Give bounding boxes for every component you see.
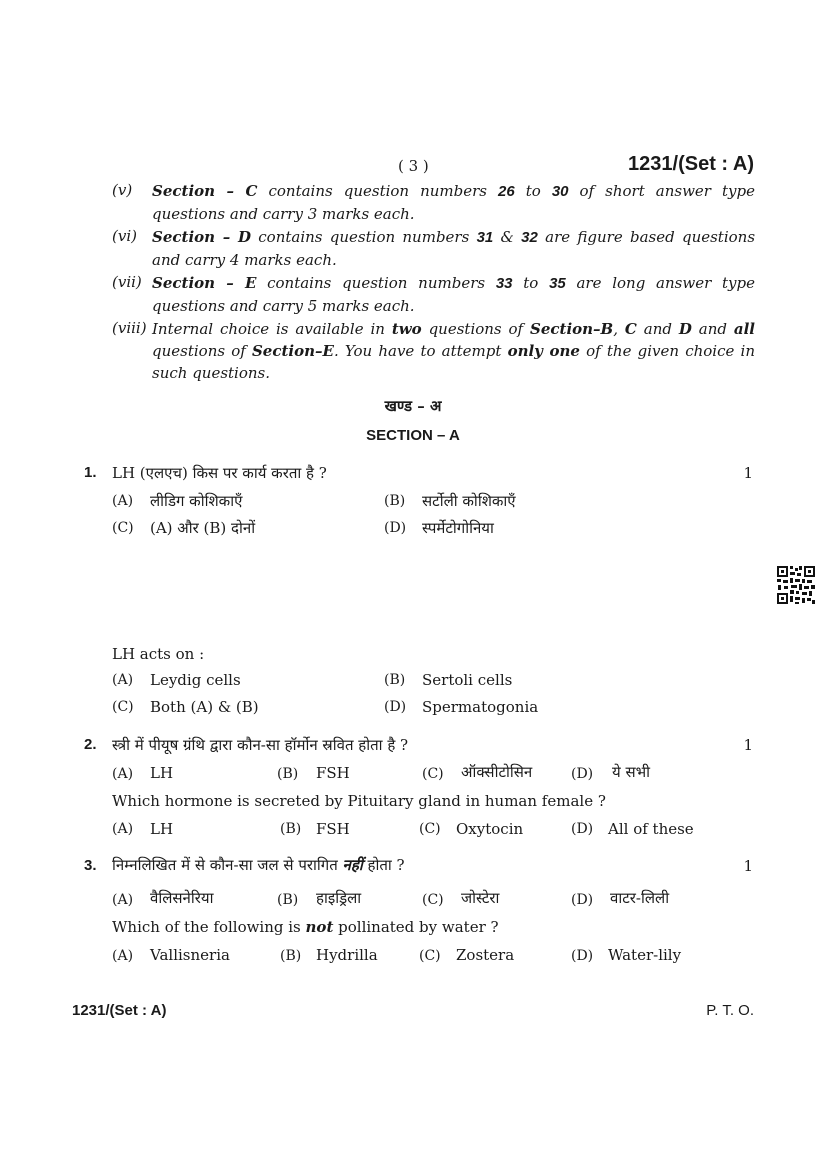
question-text-english <box>112 918 499 936</box>
option-label: (D) <box>384 699 407 715</box>
instruction-emphasis: 32 <box>521 229 538 246</box>
option-label: (A) <box>112 948 134 964</box>
instruction-run: are long answer type questions and carry 5 marks each. <box>152 274 755 315</box>
instruction-emphasis: 26 <box>498 183 515 200</box>
pto-label: P. T. O. <box>706 1002 754 1019</box>
option-label: (C) <box>419 948 441 964</box>
qr-code <box>776 565 816 605</box>
option-text: Leydig cells <box>150 671 241 689</box>
option-text: Spermatogonia <box>422 698 539 716</box>
instruction-emphasis: 33 <box>495 275 513 292</box>
question-text-english-emphasis: not <box>305 918 334 936</box>
question-number: 2. <box>84 736 97 753</box>
option-text: Both (A) & (B) <box>150 698 259 716</box>
option-label: (A) <box>112 821 134 837</box>
instruction-text <box>152 318 755 384</box>
instruction-run: Internal choice is available in <box>152 320 392 338</box>
instruction-emphasis: C <box>624 320 637 338</box>
option-label: (D) <box>571 766 594 782</box>
option-label: (B) <box>384 493 406 509</box>
option-text: Vallisneria <box>150 946 230 964</box>
question-text-hindi: स्त्री में पीयूष ग्रंथि द्वारा कौन-सा हॉर्मोन स्रवित होता है ? <box>112 736 409 754</box>
option-label: (C) <box>112 699 134 715</box>
option-label: (D) <box>571 948 594 964</box>
paper-code-header: 1231/(Set : A) <box>628 153 754 175</box>
option-text: ऑक्सीटोसिन <box>461 763 533 781</box>
question-text-hindi <box>112 855 405 875</box>
instruction-emphasis: 31 <box>476 229 494 246</box>
option-label: (C) <box>112 520 134 536</box>
option-text: वाटर-लिली <box>610 889 670 907</box>
option-text: All of these <box>608 820 694 838</box>
option-text: LH <box>150 820 174 838</box>
instruction-text <box>152 272 755 317</box>
option-text: ये सभी <box>612 763 651 781</box>
option-label: (A) <box>112 493 134 509</box>
instruction-run: & <box>493 228 522 246</box>
option-text: FSH <box>316 764 350 782</box>
question-marks: 1 <box>743 857 753 875</box>
option-text: LH <box>150 764 174 782</box>
instruction-numeral: (v) <box>112 181 133 199</box>
question-text-english: LH acts on : <box>112 645 205 663</box>
question-text-english-part: Which of the following is <box>112 918 306 936</box>
question-text-english: Which hormone is secreted by Pituitary gland in human female ? <box>112 792 606 810</box>
instruction-run: . You have to attempt <box>333 342 508 360</box>
instruction-run: contains question numbers <box>251 228 477 246</box>
option-label: (D) <box>571 892 594 908</box>
instruction-emphasis: Section–E <box>251 342 334 360</box>
instruction-run: and <box>691 320 734 338</box>
question-marks: 1 <box>743 464 753 482</box>
paper-code-footer: 1231/(Set : A) <box>72 1002 167 1019</box>
question-text-hindi-part: निम्नलिखित में से कौन-सा जल से परागित <box>112 856 343 874</box>
instruction-emphasis: Section–B <box>530 320 614 338</box>
question-marks: 1 <box>743 736 753 754</box>
instruction-run: are figure based questions and carry 4 marks each. <box>152 228 756 269</box>
option-text: FSH <box>316 820 350 838</box>
option-text: लीडिग कोशिकाएँ <box>150 492 243 510</box>
instruction-run: of the given choice in such questions. <box>152 342 755 382</box>
question-number: 1. <box>84 464 97 481</box>
question-text-hindi-emphasis: नहीं <box>342 856 363 874</box>
instruction-numeral: (vii) <box>112 273 142 291</box>
option-text: Oxytocin <box>456 820 524 838</box>
option-text: Water-lily <box>608 946 682 964</box>
option-label: (A) <box>112 766 134 782</box>
option-text: Hydrilla <box>316 946 378 964</box>
option-label: (A) <box>112 672 134 688</box>
option-label: (B) <box>280 948 302 964</box>
instruction-run: questions of <box>421 320 530 338</box>
instruction-emphasis: two <box>391 320 422 338</box>
instruction-run: of short answer type questions and carry 3 marks each. <box>152 182 755 223</box>
option-label: (B) <box>277 766 299 782</box>
option-label: (C) <box>422 766 444 782</box>
instruction-run: questions of <box>152 342 252 360</box>
instruction-emphasis: all <box>733 320 755 338</box>
instruction-emphasis: Section – E <box>152 274 257 292</box>
instruction-run: and <box>636 320 679 338</box>
instruction-run: contains question numbers <box>257 182 499 200</box>
instruction-emphasis: 35 <box>549 275 566 292</box>
option-label: (B) <box>384 672 406 688</box>
page-number: ( 3 ) <box>398 157 429 175</box>
option-text: हाइड्रिला <box>316 889 362 907</box>
instruction-emphasis: Section – C <box>152 182 258 200</box>
section-heading-hindi: खण्ड – अ <box>384 397 442 415</box>
instruction-emphasis: Section – D <box>152 228 252 246</box>
option-text: वैलिसनेरिया <box>150 889 214 907</box>
option-label: (C) <box>422 892 444 908</box>
question-text-english-part: pollinated by water ? <box>333 918 499 936</box>
option-text: स्पर्मेटोगोनिया <box>422 519 494 537</box>
option-label: (D) <box>571 821 594 837</box>
instruction-text <box>152 180 755 225</box>
instruction-emphasis: only one <box>507 342 580 360</box>
instruction-emphasis: 30 <box>551 183 569 200</box>
option-text: जोस्टेरा <box>461 889 500 907</box>
option-text: (A) और (B) दोनों <box>150 519 256 537</box>
instruction-run: to <box>514 182 552 200</box>
instruction-run: to <box>512 274 550 292</box>
option-text: Zostera <box>456 946 515 964</box>
question-text-hindi-part: होता ? <box>362 856 405 874</box>
section-heading-english: SECTION – A <box>366 427 460 444</box>
option-text: सर्टोली कोशिकाएँ <box>422 492 516 510</box>
instruction-text <box>152 226 755 271</box>
question-text-hindi: LH (एलएच) किस पर कार्य करता है ? <box>112 464 327 482</box>
option-label: (B) <box>277 892 299 908</box>
option-text: Sertoli cells <box>422 671 513 689</box>
option-label: (D) <box>384 520 407 536</box>
instruction-run: contains question numbers <box>256 274 496 292</box>
option-label: (B) <box>280 821 302 837</box>
option-label: (A) <box>112 892 134 908</box>
option-label: (C) <box>419 821 441 837</box>
instruction-numeral: (viii) <box>112 319 147 337</box>
question-number: 3. <box>84 857 97 874</box>
instruction-run: , <box>613 320 625 338</box>
instruction-emphasis: D <box>678 320 692 338</box>
instruction-numeral: (vi) <box>112 227 137 245</box>
